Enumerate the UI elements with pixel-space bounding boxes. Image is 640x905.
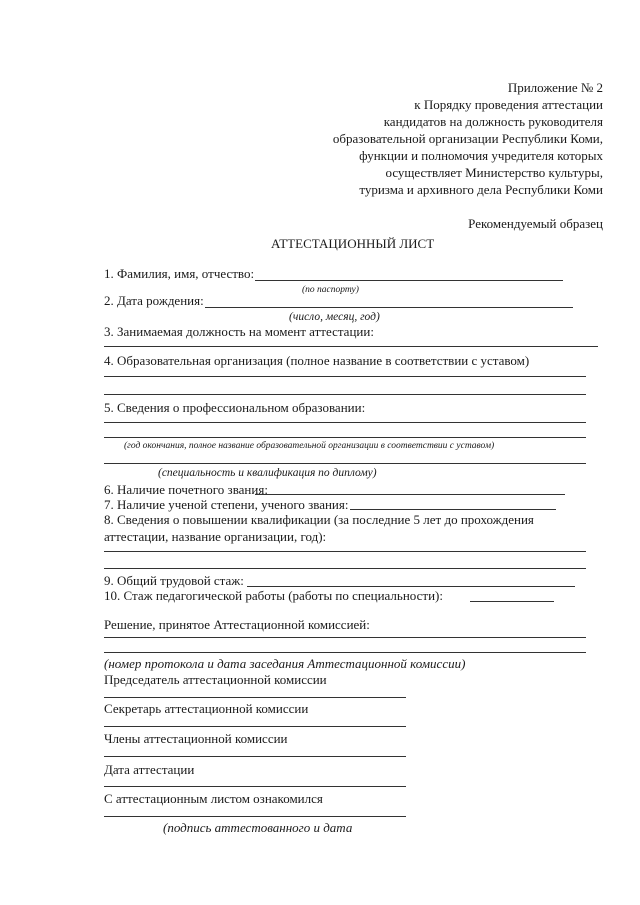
members-signature-line[interactable] (104, 756, 406, 757)
attestation-date-label: Дата аттестации (104, 762, 195, 777)
annex-line: функции и полномочия учредителя которых (359, 148, 603, 163)
field-teaching-experience-label: 10. Стаж педагогической работы (работы по специальности): (104, 588, 443, 603)
annex-line: кандидатов на должность руководителя (383, 114, 603, 129)
field-organization-label: 4. Образовательная организация (полное название в соответствии с уставом) (104, 353, 530, 368)
decision-line[interactable] (104, 652, 586, 653)
decision-line[interactable] (104, 637, 586, 638)
decision-hint: (номер протокола и дата заседания Аттестационной комиссии) (104, 656, 466, 671)
position-line[interactable] (104, 346, 598, 347)
specialty-line[interactable] (104, 463, 586, 464)
education-line[interactable] (104, 422, 586, 423)
field-qualification-label-cont: аттестации, название организации, год): (104, 529, 327, 544)
annex-number: Приложение № 2 (507, 80, 603, 95)
field-total-experience-label: 9. Общий трудовой стаж: (104, 573, 244, 588)
annex-line: туризма и архивного дела Республики Коми (359, 182, 603, 197)
attestation-date-line[interactable] (104, 786, 406, 787)
full-name-line[interactable] (255, 280, 563, 281)
members-label: Члены аттестационной комиссии (104, 731, 288, 746)
chair-label: Председатель аттестационной комиссии (104, 672, 327, 687)
field-qualification-label: 8. Сведения о повышении квалификации (за последние 5 лет до прохождения (104, 512, 534, 527)
organization-line[interactable] (104, 394, 586, 395)
form-title: АТТЕСТАЦИОННЫЙ ЛИСТ (271, 236, 435, 251)
organization-line[interactable] (104, 376, 586, 377)
acquainted-label: С аттестационным листом ознакомился (104, 791, 323, 806)
chair-signature-line[interactable] (104, 697, 406, 698)
full-name-hint: (по паспорту) (302, 285, 359, 295)
qualification-line[interactable] (104, 551, 586, 552)
field-education-label: 5. Сведения о профессиональном образовании: (104, 400, 366, 415)
signature-hint: (подпись аттестованного и дата (163, 820, 353, 835)
field-honorary-title-label: 6. Наличие почетного звания: (104, 482, 268, 497)
academic-degree-line[interactable] (350, 509, 556, 510)
birth-date-hint: (число, месяц, год) (289, 311, 380, 323)
field-full-name-label: 1. Фамилия, имя, отчество: (104, 266, 255, 281)
teaching-experience-line[interactable] (470, 601, 554, 602)
acquainted-signature-line[interactable] (104, 816, 406, 817)
specialty-hint: (специальность и квалификация по диплому) (158, 467, 377, 479)
sample-note: Рекомендуемый образец (468, 216, 603, 231)
field-position-label: 3. Занимаемая должность на момент аттестации: (104, 324, 374, 339)
annex-line: к Порядку проведения аттестации (414, 97, 603, 112)
honorary-title-line[interactable] (255, 494, 565, 495)
birth-date-line[interactable] (205, 307, 573, 308)
qualification-line[interactable] (104, 568, 586, 569)
field-academic-degree-label: 7. Наличие ученой степени, ученого звания: (104, 497, 349, 512)
annex-line: осуществляет Министерство культуры, (385, 165, 603, 180)
secretary-signature-line[interactable] (104, 726, 406, 727)
annex-line: образовательной организации Республики Коми, (332, 131, 603, 146)
education-line[interactable] (104, 437, 586, 438)
secretary-label: Секретарь аттестационной комиссии (104, 701, 309, 716)
total-experience-line[interactable] (247, 586, 575, 587)
field-birth-date-label: 2. Дата рождения: (104, 293, 204, 308)
decision-label: Решение, принятое Аттестационной комиссией: (104, 617, 370, 632)
education-hint: (год окончания, полное название образовательной организации в соответствии с уставом) (124, 441, 495, 451)
